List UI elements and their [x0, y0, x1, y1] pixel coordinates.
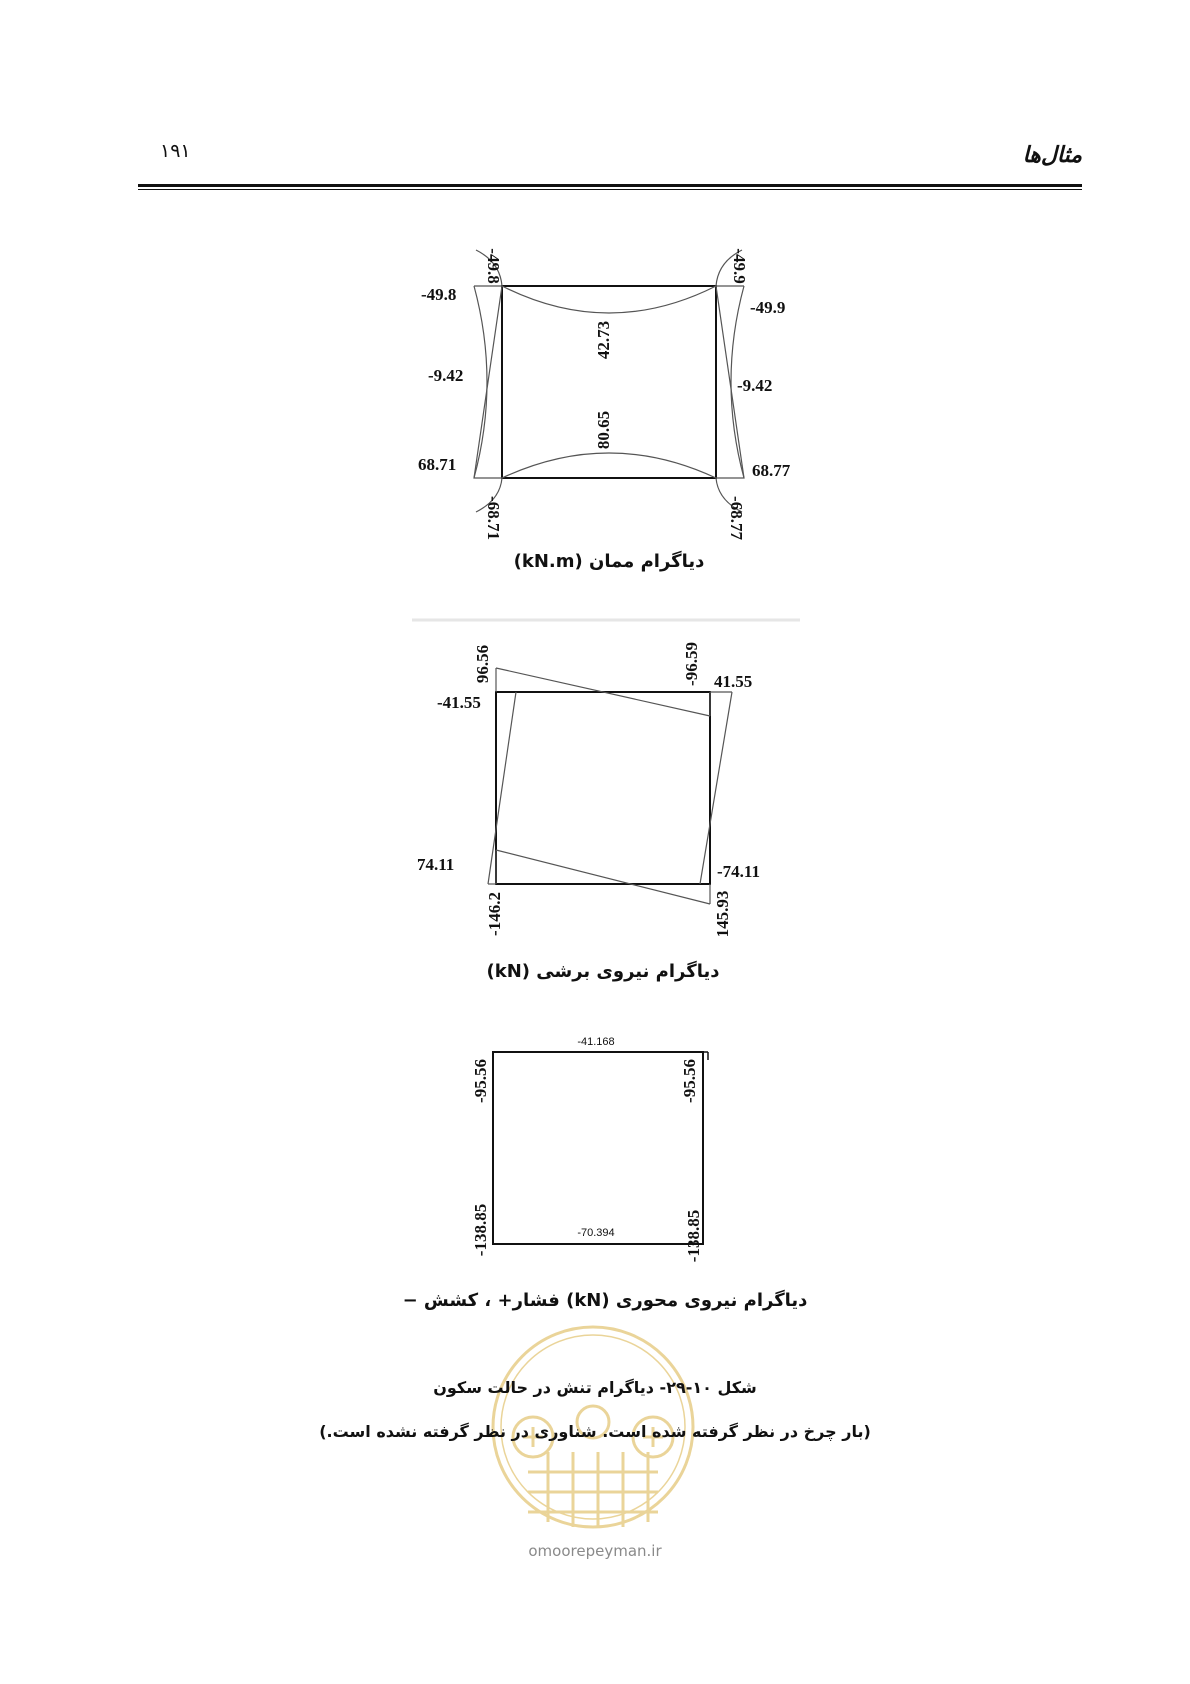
shear-label-top-right-vert: -96.59	[682, 642, 701, 686]
shear-title: دیاگرام نیروی برشی (kN)	[486, 961, 720, 982]
moment-diagram	[418, 248, 791, 572]
moment-label-right-bottom: 68.77	[752, 461, 791, 480]
shear-label-left-bottom: 74.11	[417, 855, 455, 874]
axial-diagram	[403, 1036, 808, 1311]
moment-label-top-left-vert: -49.8	[484, 248, 503, 284]
moment-label-top-mid: 42.73	[594, 320, 613, 360]
moment-label-left-top: -49.8	[421, 285, 457, 304]
moment-label-right-top: -49.9	[750, 298, 786, 317]
shear-label-bottom-left-vert: -146.2	[485, 892, 504, 936]
axial-label-right-bottom: -138.85	[684, 1209, 703, 1263]
axial-label-left-bottom: -138.85	[471, 1203, 490, 1257]
figure-caption-line2: (بار چرخ در نظر گرفته شده است. شناوری در نظر گرفته نشده است.)	[319, 1422, 871, 1441]
moment-label-bottom-right-vert: -68.77	[727, 496, 746, 540]
shear-label-left-top: -41.55	[437, 693, 481, 712]
axial-label-right-top: -95.56	[680, 1059, 699, 1103]
moment-label-top-right-vert: -49.9	[730, 248, 749, 284]
shear-diagram	[412, 620, 800, 982]
moment-label-left-mid: -9.42	[428, 366, 464, 385]
shear-label-right-top: 41.55	[714, 672, 753, 691]
axial-label-top-mid: -41.168	[577, 1036, 615, 1048]
moment-label-bottom-mid: 80.65	[594, 410, 613, 450]
shear-frame	[496, 692, 710, 884]
watermark-url: omoorepeyman.ir	[528, 1542, 662, 1560]
chapter-title: مثال‌ها	[1022, 143, 1082, 168]
axial-label-bottom-mid: -70.394	[577, 1227, 615, 1239]
axial-label-left-top: -95.56	[471, 1059, 490, 1103]
axial-title: دیاگرام نیروی محوری (kN) فشار+ ، کشش −	[402, 1290, 808, 1311]
moment-title: دیاگرام ممان (kN.m)	[513, 551, 705, 572]
figure-caption-line1: شکل ۱۰-۲۹- دیاگرام تنش در حالت سکون	[433, 1378, 757, 1397]
moment-label-left-bottom: 68.71	[418, 455, 457, 474]
shear-label-top-left-vert: 96.56	[473, 644, 492, 684]
shear-label-right-bottom: -74.11	[717, 862, 760, 881]
axial-frame	[493, 1052, 703, 1244]
moment-label-bottom-left-vert: -68.71	[484, 496, 503, 540]
moment-curves	[474, 250, 744, 512]
shear-label-bottom-right-vert: 145.93	[713, 890, 732, 938]
page-number: ۱۹۱	[160, 140, 191, 162]
shear-lines	[488, 668, 732, 904]
moment-label-right-mid: -9.42	[737, 376, 773, 395]
